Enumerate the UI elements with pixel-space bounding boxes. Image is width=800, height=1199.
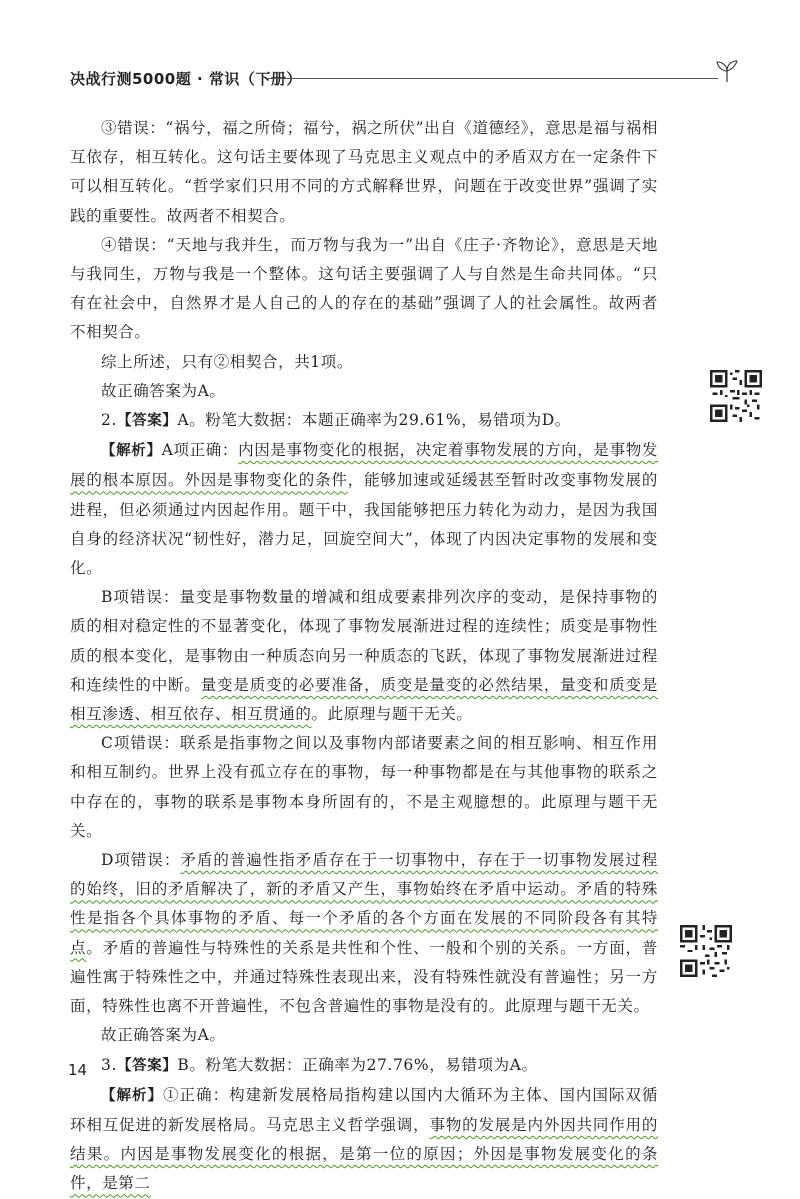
question-number: 2. xyxy=(101,411,117,430)
analysis-text: ，能够加速或延缓甚至暂时改变事物发展的进程，但必须通过内因起作用。题干中，我国能够把压力转化为动力，是因为我国自身的经济状况“韧性好，潜力足，回旋空间大”，体现了内因决定事物的发展和变化。 xyxy=(70,471,658,578)
underlined-text: 内因是事物变化的根据，决定着事物发展的方向，是事物发展的根本原因。外因是事物变化的条件 xyxy=(70,441,658,490)
paragraph: ④错误：“天地与我并生，而万物与我为一”出自《庄子·齐物论》，意思是天地与我同生，万物与我是一个整体。这句话主要强调了人与自然是生命共同体。“只有在社会中，自然界才是人自己的人的存在的基础”强调了人的社会属性。故两者不相契合。 xyxy=(70,235,658,342)
analysis-text: 。矛盾的普遍性与特殊性的关系是共性和个性、一般和个别的关系。一方面，普遍性寓于特殊性之中，并通过特殊性表现出来，没有特殊性就没有普遍性；另一方面，特殊性也离不开普遍性，不包含普遍性的事物是没有的。此原理与题干无关。 xyxy=(70,938,658,1016)
question-2-analysis-b xyxy=(70,583,658,729)
analysis-text: D项错误： xyxy=(101,851,181,870)
answer-text: A。粉笔大数据：本题正确率为29.61%，易错项为D。 xyxy=(177,411,571,430)
underlined-text: 量变是质变的必要准备，质变是量变的必然结果，量变和质变是相互渗透、相互依存、相互贯通的 xyxy=(70,675,658,724)
analysis-text: B项错误：量变是事物数量的增减和组成要素排列次序的变动，是保持事物的质的相对稳定性的不显著变化，体现了事物发展渐进过程的连续性；质变是事物性质的根本变化，是事物由一种质态向另一种质态的飞跃，体现了事物发展渐进过程和连续性的中断。 xyxy=(70,588,658,694)
analysis-label: 【解析】 xyxy=(101,1087,164,1104)
analysis-text: A项正确： xyxy=(161,441,239,460)
question-2-analysis-a xyxy=(70,436,658,583)
answer-text: B。粉笔大数据：正确率为27.76%，易错项为A。 xyxy=(177,1055,538,1074)
analysis-text: 。此原理与题干无关。 xyxy=(311,705,473,724)
question-number: 3. xyxy=(101,1055,117,1074)
answer-label: 【答案】 xyxy=(117,413,178,430)
question-3-answer xyxy=(70,1051,658,1081)
sprout-icon xyxy=(714,58,740,84)
answer-label: 【答案】 xyxy=(117,1057,178,1074)
paragraph: 综上所述，只有②相契合，共1项。 xyxy=(101,352,353,371)
question-2-analysis-d xyxy=(70,846,658,1021)
page-number: 14 xyxy=(68,1061,88,1079)
running-header xyxy=(70,62,740,92)
qr-code-icon[interactable] xyxy=(710,370,762,422)
question-2-analysis-c: C项错误：联系是指事物之间以及事物内部诸要素之间的相互影响、相互作用和相互制约。世界上没有孤立存在的事物，每一种事物都是在与其他事物的联系之中存在的，事物的联系是事物本身所固有的，不是主观臆想的。此原理与题干无关。 xyxy=(70,734,658,840)
question-3-analysis xyxy=(70,1081,658,1199)
paragraph: ③错误：“祸兮，福之所倚；福兮，祸之所伏”出自《道德经》，意思是福与祸相互依存，相互转化。这句话主要体现了马克思主义观点中的矛盾双方在一定条件下可以相互转化。“哲学家们只用不同的方式解释世界，问题在于改变世界”强调了实践的重要性。故两者不相契合。 xyxy=(70,119,658,225)
analysis-text: ①正确：构建新发展格局指构建以国内大循环为主体、国内国际双循环相互促进的新发展格局。马克思主义哲学强调， xyxy=(70,1085,658,1134)
header-rule xyxy=(268,78,718,79)
analysis-label: 【解析】 xyxy=(101,443,162,460)
qr-code-icon[interactable] xyxy=(680,925,732,977)
underlined-text: 事物的发展是内外因共同作用的结果。内因是事物发展变化的根据，是第一位的原因；外因是事物发展变化的条件，是第二 xyxy=(70,1115,659,1193)
paragraph: 故正确答案为A。 xyxy=(101,1026,226,1045)
page-content xyxy=(70,114,658,1199)
paragraph: 故正确答案为A。 xyxy=(101,381,226,400)
question-2-answer xyxy=(70,406,658,436)
header-title: 决战行测5000题 · 常识（下册） xyxy=(70,70,302,88)
underlined-text: 矛盾的普遍性指矛盾存在于一切事物中，存在于一切事物发展过程的始终，旧的矛盾解决了，新的矛盾又产生，事物始终在矛盾中运动。矛盾的特殊性是指各个具体事物的矛盾、每一个矛盾的各个方面在发展的不同阶段各有其特点 xyxy=(70,851,658,957)
